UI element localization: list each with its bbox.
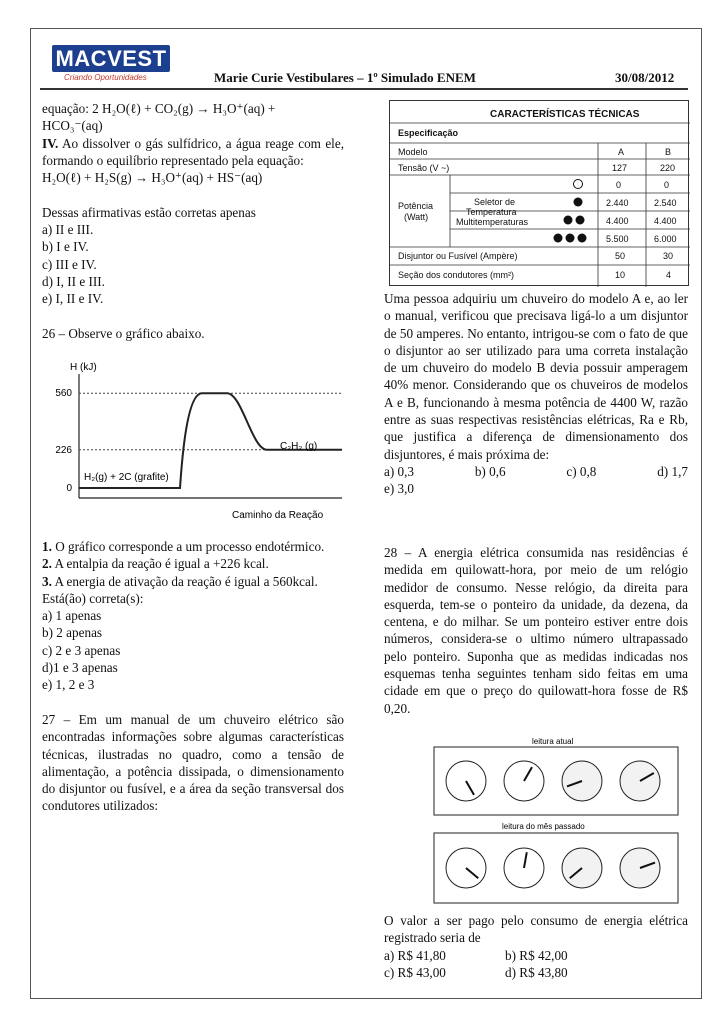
q26-item: 3. A energia de ativação da reação é igual a 560kcal. [42, 573, 318, 589]
meter-current-label: leitura atual [532, 737, 574, 746]
specs-table [389, 100, 689, 286]
q25-option: c) III e IV. [42, 256, 97, 272]
power-a: 5.500 [606, 234, 629, 244]
left-column-bottom [42, 538, 344, 815]
q27-option: b) 0,6 [474, 463, 506, 479]
q28-text: 28 – A energia elétrica consumida nas residências é medida em quilowatt-hora, por meio de um relógio medidor de consumo. Nesse relógio, da direita para esquerda, tem-se o ponteiro da unidade, da dezena, da centena, e do milhar. Se um ponteiro estiver entre dois números, considera-se o ultimo número ultrapassado pelo ponteiro. Suponha que as medidas indicadas nos esquemas tenha seguintes tenham sido feitas em uma cidade em que o preço do quilowatt-hora fosse de R$ 0,20. [384, 545, 688, 716]
brand-name: MACVEST [52, 45, 170, 72]
power-b: 4.400 [654, 216, 677, 226]
q25-option: b) I e IV. [42, 239, 89, 255]
q27-option: a) 0,3 [384, 463, 415, 479]
selector-label: Multitemperaturas [456, 217, 529, 227]
power-a: 0 [616, 180, 622, 190]
q27-options [384, 463, 688, 480]
meter-current-dials [446, 761, 660, 801]
q26-option: e) 1, 2 e 3 [42, 677, 95, 693]
breaker-a: 50 [615, 251, 626, 261]
meter-previous-label: leitura do mês passado [502, 822, 585, 831]
model-a: A [618, 147, 625, 157]
q26-option: c) 2 e 3 apenas [42, 642, 121, 658]
voltage-b: 220 [660, 163, 676, 173]
right-column-q28 [384, 544, 688, 717]
power-a: 4.400 [606, 216, 629, 226]
enthalpy-graph [42, 358, 348, 530]
q28-options-row [384, 964, 688, 981]
voltage-label: Tensão (V ~) [398, 163, 450, 173]
spec-label: Especificação [398, 128, 459, 138]
q27-text: Uma pessoa adquiriu um chuveiro do modelo A e, ao ler o manual, verificou que precisava ligá-lo a um disjuntor de 50 amperes. No entanto, intrigou-se com o fato de que o disjuntor ao ser utilizado para uma correta instalação de um chuveiro do modelo B devia possuir amperagem 40% menor. Considerando que os chuveiros de modelos A e B, funcionando à mesma potência de 4400 W, razão entre as suas respectivas resistências elétricas, Ra e Rb, que justifica a diferença de dimensionamento dos disjuntores, é mais próxima de: [384, 291, 688, 462]
q25-equation-line: equação: 2 H₂O(ℓ) + CO₂(g) → H₃O⁺(aq) + [42, 101, 276, 116]
q25-option: e) I, II e IV. [42, 291, 104, 307]
q27-option: d) 1,7 [657, 463, 688, 479]
model-b: B [665, 147, 672, 157]
header-divider [40, 88, 688, 90]
q25-statement-iv: IV. Ao dissolver o gás sulfídrico, a água reage com ele, formando o equilíbrio representado pela equação: [42, 135, 344, 168]
q26-option: a) 1 apenas [42, 608, 102, 624]
graph-xlabel: Caminho da Reação [232, 510, 324, 521]
q28-option: b) R$ 42,00 [505, 947, 568, 963]
right-column-top [384, 290, 688, 498]
section-b: 4 [666, 270, 672, 280]
power-label: Potência [398, 201, 434, 211]
q26-item: 2. A entalpia da reação é igual a +226 kcal. [42, 556, 269, 572]
q27-option: c) 0,8 [566, 463, 597, 479]
q26-stem: Está(ão) correta(s): [42, 590, 144, 606]
q25-equation-iv: H₂O(ℓ) + H₂S(g) → H₃O⁺(aq) + HS⁻(aq) [42, 170, 263, 186]
breaker-b: 30 [663, 251, 674, 261]
q28-option: a) R$ 41,80 [384, 947, 446, 963]
model-label: Modelo [398, 147, 428, 157]
q27-option: e) 3,0 [384, 481, 415, 497]
meter-previous-dials [446, 848, 660, 888]
y-tick-label: 560 [55, 388, 72, 400]
q26-option: b) 2 apenas [42, 625, 103, 641]
y-tick-label: 226 [55, 444, 72, 456]
power-unit: (Watt) [404, 212, 429, 222]
q25-equation-cont: HCO₃⁻(aq) [42, 118, 103, 134]
brand-slogan: Criando Oportunidades [64, 73, 147, 82]
q25-option: a) II e III. [42, 222, 94, 238]
q28-option: d) R$ 43,80 [505, 964, 568, 980]
selector-label: Temperatura [466, 207, 517, 217]
exam-title: Marie Curie Vestibulares – 1º Simulado ENEM [214, 70, 476, 85]
q28-options-row [384, 947, 688, 964]
exam-date: 30/08/2012 [615, 70, 675, 85]
q25-option: d) I, II e III. [42, 273, 105, 289]
y-tick-label: 0 [66, 483, 72, 494]
power-b: 6.000 [654, 234, 677, 244]
q26-option: d)1 e 3 apenas [42, 660, 118, 676]
q28-option: c) R$ 43,00 [384, 964, 446, 980]
meter-figure [432, 737, 680, 907]
reactants-label: H₂(g) + 2C (grafite) [84, 472, 169, 483]
q27-intro: 27 – Em um manual de um chuveiro elétrico são encontradas informações sobre algumas características técnicas, ilustradas no quadro, como a tensão de alimentação, a potência dissipada, o dimensionamento do disjuntor ou fusível, e a área da seção transversal dos condutores utilizados: [42, 711, 344, 814]
voltage-a: 127 [612, 163, 628, 173]
power-b: 0 [664, 180, 670, 190]
brand-logo [52, 45, 170, 83]
product-label: C₂H₂ (g) [280, 441, 318, 452]
section-a: 10 [615, 270, 626, 280]
power-a: 2.440 [606, 198, 629, 208]
right-column-bottom [384, 912, 688, 981]
left-column-top [42, 100, 344, 342]
q25-stem: Dessas afirmativas estão corretas apenas [42, 204, 256, 220]
q26-title: 26 – Observe o gráfico abaixo. [42, 325, 205, 341]
breaker-label: Disjuntor ou Fusível (Ampère) [398, 251, 518, 261]
graph-ylabel: H (kJ) [70, 362, 97, 373]
selector-label: Seletor de [474, 197, 516, 207]
q28-stem: O valor a ser pago pelo consumo de energia elétrica registrado seria de [384, 913, 688, 946]
q26-item: 1. O gráfico corresponde a um processo endotérmico. [42, 539, 325, 554]
power-b: 2.540 [654, 198, 677, 208]
section-label: Seção dos condutores (mm²) [398, 270, 515, 280]
specs-table-title: CARACTERÍSTICAS TÉCNICAS [490, 109, 640, 120]
